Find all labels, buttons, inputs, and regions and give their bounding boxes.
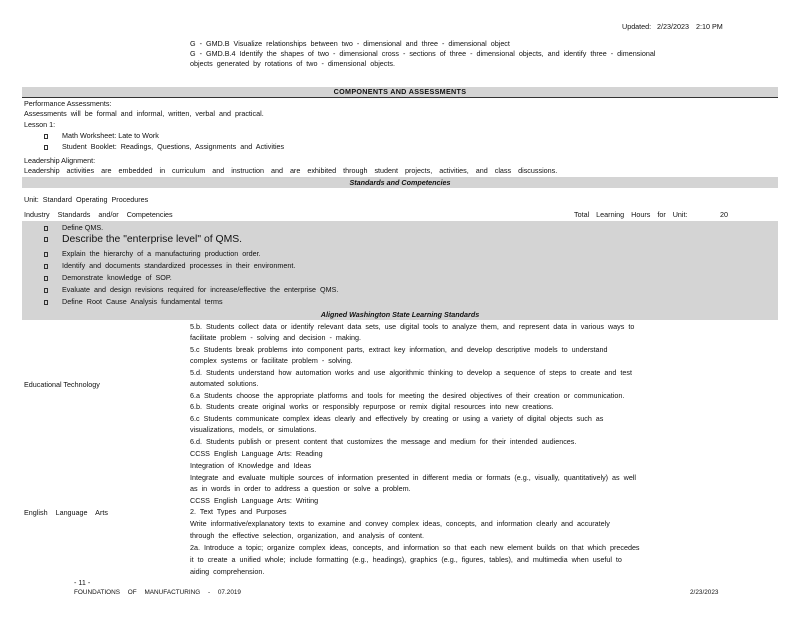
list-item-text: Student Booklet: Readings, Questions, Assignments and Activities: [62, 142, 285, 151]
ed-tech-line: 6.a Students choose the appropriate platforms and tools for meeting the desired objectives of their creation or communication.: [190, 391, 625, 400]
checkbox-icon: [44, 237, 48, 242]
competency-text: Evaluate and design revisions required for increase/effective the enterprise QMS.: [62, 285, 339, 294]
english-line: Integration of Knowledge and Ideas: [190, 461, 312, 470]
list-item-text: Math Worksheet: Late to Work: [62, 131, 159, 140]
list-item: [44, 249, 261, 258]
lesson-label: Lesson 1:: [24, 120, 56, 129]
updated-label: Updated:: [622, 22, 652, 31]
checkbox-icon: [44, 288, 48, 293]
english-line: CCSS English Language Arts: Reading: [190, 449, 323, 458]
competency-text: Identify and documents standardized processes in their environment.: [62, 261, 296, 270]
updated-time: 2:10 PM: [696, 22, 723, 31]
english-line: through the effective selection, organization, and analysis of content.: [190, 531, 425, 540]
leadership-heading: Leadership Alignment:: [24, 156, 96, 165]
components-title: COMPONENTS AND ASSESSMENTS: [333, 87, 467, 96]
ed-tech-line: 6.b. Students create original works or responsibly repurpose or remix digital resources into new creations.: [190, 402, 554, 411]
english-line: aiding comprehension.: [190, 567, 265, 576]
english-line: CCSS English Language Arts: Writing: [190, 496, 319, 505]
list-item: [44, 273, 172, 282]
ed-tech-line: facilitate problem - solving and decision - making.: [190, 333, 362, 342]
unit-title: Unit: Standard Operating Procedures: [24, 195, 149, 204]
aligned-band-title: Aligned Washington State Learning Standards: [320, 310, 480, 319]
english-line: Write informative/explanatory texts to examine and convey complex ideas, concepts, and information clearly and accurately: [190, 519, 610, 528]
footer-left: FOUNDATIONS OF MANUFACTURING - 07.2019: [74, 589, 241, 596]
components-band: [22, 87, 778, 97]
standards-band: [22, 177, 778, 188]
standard-line: G - GMD.B Visualize relationships between two - dimensional and three - dimensional object: [190, 39, 510, 48]
checkbox-icon: [44, 276, 48, 281]
competency-text: Demonstrate knowledge of SOP.: [62, 273, 172, 282]
english-line: Integrate and evaluate multiple sources of information presented in different media or formats (e.g., visually, quantitatively) as well: [190, 473, 637, 482]
ed-tech-line: automated solutions.: [190, 379, 259, 388]
leadership-text: Leadership activities are embedded in curriculum and instruction and are exhibited through student projects, activities, and class discussions.: [24, 166, 558, 175]
updated-date: 2/23/2023: [657, 22, 689, 31]
ed-tech-line: 5.c Students break problems into component parts, extract key information, and develop descriptive models to understand: [190, 345, 608, 354]
list-item: [44, 223, 103, 232]
list-item: [44, 297, 223, 306]
competency-text: Explain the hierarchy of a manufacturing production order.: [62, 249, 261, 258]
ed-tech-line: 5.d. Students understand how automation works and use algorithmic thinking to develop a sequence of steps to create and test: [190, 368, 632, 377]
english-line: 2a. Introduce a topic; organize complex ideas, concepts, and information so that each new element builds on that which precedes: [190, 543, 640, 552]
list-item: [44, 285, 338, 294]
ed-tech-line: 6.d. Students publish or present content that customizes the message and medium for their intended audiences.: [190, 437, 577, 446]
standards-band-title: Standards and Competencies: [349, 178, 451, 187]
ed-tech-line: 6.c Students communicate complex ideas clearly and effectively by creating or using a variety of digital objects such as: [190, 414, 604, 423]
english-line: as in words in order to address a question or solve a problem.: [190, 484, 411, 493]
checkbox-icon: [44, 145, 48, 150]
footer-right: 2/23/2023: [690, 589, 719, 596]
standard-line: G - GMD.B.4 Identify the shapes of two - dimensional cross - sections of three - dimensional objects, and identify three - dimensional: [190, 49, 656, 58]
list-item: [44, 261, 295, 270]
ed-tech-line: 5.b. Students collect data or identify relevant data sets, use digital tools to analyze them, and represent data in various ways to: [190, 322, 635, 331]
competency-text: Define Root Cause Analysis fundamental terms: [62, 297, 223, 306]
standard-line: objects generated by rotations of two - dimensional objects.: [190, 59, 395, 68]
ed-tech-label: Educational Technology: [24, 380, 100, 389]
aligned-band: [22, 309, 778, 320]
ed-tech-line: complex systems or facilitate problem - solving.: [190, 356, 353, 365]
page-number: - 11 -: [74, 578, 91, 587]
industry-label: Industry Standards and/or Competencies: [24, 210, 173, 219]
competency-text: Define QMS.: [62, 223, 104, 232]
english-line: 2. Text Types and Purposes: [190, 507, 287, 516]
english-label: English Language Arts: [24, 508, 108, 517]
checkbox-icon: [44, 252, 48, 257]
checkbox-icon: [44, 226, 48, 231]
list-item: [44, 234, 242, 246]
total-hours-value: 20: [720, 210, 728, 219]
checkbox-icon: [44, 300, 48, 305]
list-item: [44, 142, 284, 151]
list-item: [44, 131, 159, 140]
english-line: it to create a unified whole; include formatting (e.g., headings), graphics (e.g., figures, tables), and multimedia when useful to: [190, 555, 622, 564]
ed-tech-line: visualizations, models, or simulations.: [190, 425, 317, 434]
checkbox-icon: [44, 134, 48, 139]
total-hours-label: Total Learning Hours for Unit:: [574, 210, 688, 219]
competency-text: Describe the "enterprise level" of QMS.: [62, 234, 243, 245]
checkbox-icon: [44, 264, 48, 269]
divider: [22, 97, 778, 98]
performance-text: Assessments will be formal and informal, written, verbal and practical.: [24, 109, 264, 118]
performance-heading: Performance Assessments:: [24, 99, 112, 108]
